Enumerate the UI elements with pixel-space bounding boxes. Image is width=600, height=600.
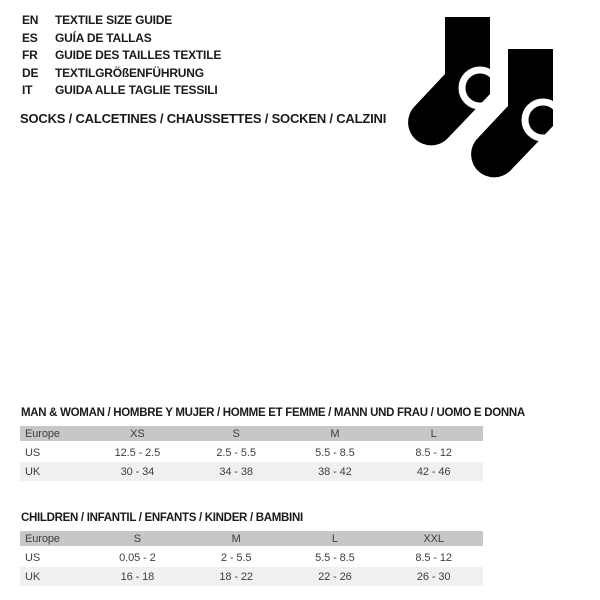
header-cell-size: L xyxy=(286,531,385,548)
language-row-fr xyxy=(22,47,221,65)
children-size-table xyxy=(20,531,483,586)
header-cell-size: S xyxy=(88,531,187,548)
size-value: 38 - 42 xyxy=(318,465,352,478)
language-list xyxy=(22,12,221,100)
header-cell-size: L xyxy=(384,426,483,443)
size-value: 34 - 38 xyxy=(219,465,253,478)
guide-title-en: TEXTILE SIZE GUIDE xyxy=(55,13,173,27)
language-row-es xyxy=(22,30,221,48)
row-label: UK xyxy=(25,465,41,478)
header-cell-region: Europe xyxy=(20,531,88,548)
category-title: SOCKS / CALCETINES / CHAUSSETTES / SOCKEN / CALZINI xyxy=(20,111,387,126)
size-value: 8.5 - 12 xyxy=(415,446,452,459)
children-size-section xyxy=(20,511,483,586)
adults-size-table xyxy=(20,426,483,481)
guide-title-es: GUÍA DE TALLAS xyxy=(55,30,152,45)
language-code: ES xyxy=(22,30,38,45)
size-value: 8.5 - 12 xyxy=(415,551,452,564)
guide-title-fr: GUIDE DES TAILLES TEXTILE xyxy=(55,48,222,63)
row-label: UK xyxy=(25,570,41,583)
header-cell-size: XXL xyxy=(384,531,483,548)
row-label: US xyxy=(25,446,41,459)
size-value: 2 - 5.5 xyxy=(220,551,252,564)
header-cell-size: XS xyxy=(88,426,187,443)
size-value: 22 - 26 xyxy=(318,570,352,583)
language-row-en xyxy=(22,12,221,30)
adults-header-row xyxy=(20,426,483,443)
children-table-title: CHILDREN / INFANTIL / ENFANTS / KINDER / BAMBINI xyxy=(21,512,303,524)
header-cell-size: M xyxy=(286,426,385,443)
size-value: 5.5 - 8.5 xyxy=(315,551,355,564)
language-row-de xyxy=(22,65,221,83)
table-row-us xyxy=(20,548,483,567)
size-value: 5.5 - 8.5 xyxy=(315,446,355,459)
sock-left-icon xyxy=(408,17,498,145)
header-cell-size: S xyxy=(187,426,286,443)
header-cell-region: Europe xyxy=(20,426,88,443)
size-value: 2.5 - 5.5 xyxy=(216,446,256,459)
guide-title-it: GUIDA ALLE TAGLIE TESSILI xyxy=(55,83,218,98)
size-value: 26 - 30 xyxy=(416,570,451,583)
size-value: 12.5 - 2.5 xyxy=(114,446,161,459)
guide-title-de: TEXTILGRÖßENFÜHRUNG xyxy=(55,65,204,80)
size-value: 16 - 18 xyxy=(120,570,155,583)
table-row-uk xyxy=(20,462,483,481)
size-value: 0.05 - 2 xyxy=(119,551,156,564)
language-code: IT xyxy=(22,83,33,98)
language-code: DE xyxy=(22,65,39,80)
language-row-it xyxy=(22,82,221,100)
row-label: US xyxy=(25,551,41,564)
language-code: EN xyxy=(22,13,39,27)
socks-icon xyxy=(405,5,580,185)
header-cell-size: M xyxy=(187,531,286,548)
adults-size-section xyxy=(20,406,525,481)
table-row-us xyxy=(20,443,483,462)
size-value: 42 - 46 xyxy=(416,465,451,478)
table-row-uk xyxy=(20,567,483,586)
adults-table-title: MAN & WOMAN / HOMBRE Y MUJER / HOMME ET FEMME / MANN UND FRAU / UOMO E DONNA xyxy=(21,407,525,419)
children-header-row xyxy=(20,531,483,548)
size-value: 18 - 22 xyxy=(219,570,253,583)
size-value: 30 - 34 xyxy=(120,465,155,478)
language-code: FR xyxy=(22,48,38,63)
